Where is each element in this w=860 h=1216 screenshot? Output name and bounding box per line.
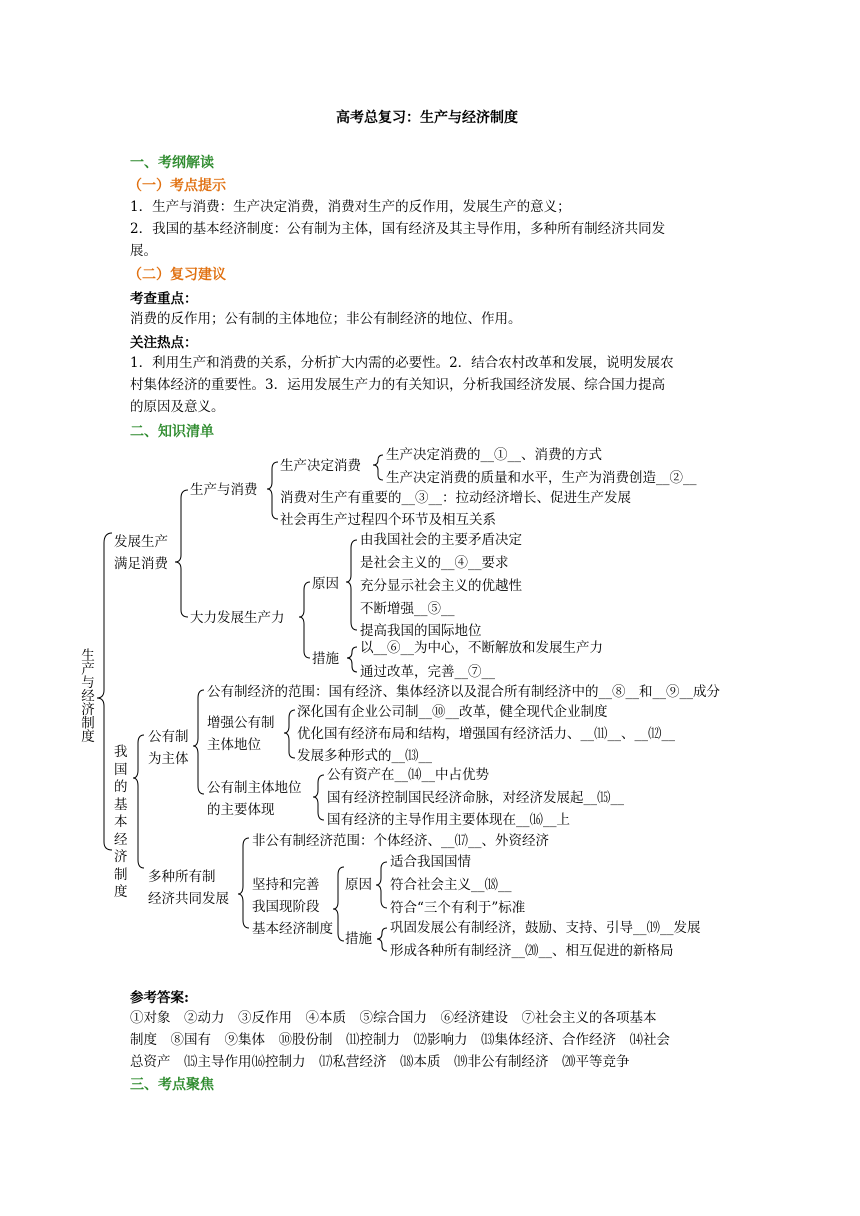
subheading-key-points: （一）考点提示 — [128, 178, 226, 194]
tree-leaf: 通过改革，完善__⑦__ — [360, 664, 495, 680]
tree-node-uphold: 坚持和完善 — [252, 877, 320, 893]
answers-line: 总资产 ⒂主导作用⒃控制力 ⒄私营经济 ⒅本质 ⒆非公有制经济 ⒇平等竞争 — [130, 1054, 630, 1070]
tree-node-multiple-ownership: 多种所有制 — [148, 869, 216, 885]
tree-leaf: 公有制经济的范围：国有经济、集体经济以及混合所有制经济中的__⑧__和__⑨__成分 — [207, 684, 720, 700]
answers-line: ①对象 ②动力 ③反作用 ④本质 ⑤综合国力 ⑥经济建设 ⑦社会主义的各项基本 — [130, 1010, 657, 1026]
tree-leaf: 符合“三个有利于”标准 — [390, 900, 526, 916]
tree-node-reason: 原因 — [345, 877, 372, 893]
tree-node-strengthen-public: 主体地位 — [207, 737, 261, 753]
tree-leaf: 非公有制经济范围：个体经济、__⒄__、外资经济 — [252, 833, 549, 849]
paragraph: 消费的反作用；公有制的主体地位；非公有制经济的地位、作用。 — [130, 311, 522, 327]
paragraph: 2．我国的基本经济制度：公有制为主体，国有经济及其主导作用，多种所有制经济共同发 — [130, 221, 666, 237]
tree-node-main-manifestation: 公有制主体地位 — [207, 780, 302, 796]
tree-node-public-ownership: 为主体 — [148, 751, 189, 767]
hot-label: 关注热点： — [130, 335, 198, 351]
paragraph: 的原因及意义。 — [130, 399, 225, 415]
tree-leaf: 形成各种所有制经济__⒇__、相互促进的新格局 — [390, 943, 674, 959]
tree-root: 生产与经济制度 — [78, 648, 94, 743]
tree-node-production-decides: 生产决定消费 — [280, 458, 361, 474]
paragraph: 1．生产与消费：生产决定消费，消费对生产的反作用，发展生产的意义； — [130, 199, 571, 215]
tree-node-strengthen-public: 增强公有制 — [207, 715, 275, 731]
tree-leaf: 国有经济的主导作用主要体现在__⒃__上 — [327, 812, 570, 828]
tree-node-production-consumption: 生产与消费 — [190, 482, 258, 498]
answers-label: 参考答案: — [130, 990, 189, 1006]
tree-leaf: 符合社会主义__⒅__ — [390, 877, 512, 893]
tree-leaf: 提高我国的国际地位 — [360, 623, 482, 639]
tree-leaf: 以__⑥__为中心，不断解放和发展生产力 — [360, 640, 603, 656]
tree-leaf: 是社会主义的__④__要求 — [360, 555, 509, 571]
paragraph: 村集体经济的重要性。3．运用发展生产力的有关知识，分析我国经济发展、综合国力提高 — [130, 377, 666, 393]
page-title: 高考总复习：生产与经济制度 — [336, 110, 518, 126]
tree-leaf: 适合我国国情 — [390, 854, 471, 870]
tree-leaf: 生产决定消费的__①__、消费的方式 — [386, 447, 602, 463]
tree-node-measure: 措施 — [345, 931, 372, 947]
tree-node-develop-production: 发展生产满足消费 — [114, 534, 168, 572]
tree-leaf: 优化国有经济布局和结构，增强国有经济活力、__⑾__、__⑿__ — [297, 726, 675, 742]
section-heading-3: 三、考点聚焦 — [130, 1077, 214, 1093]
tree-leaf: 由我国社会的主要矛盾决定 — [360, 532, 522, 548]
tree-leaf: 充分显示社会主义的优越性 — [360, 578, 522, 594]
tree-node-main-manifestation: 的主要体现 — [207, 802, 275, 818]
answers-line: 制度 ⑧国有 ⑨集体 ⑩股份制 ⑾控制力 ⑿影响力 ⒀集体经济、合作经济 ⒁社会 — [130, 1032, 670, 1048]
tree-node-uphold: 基本经济制度 — [252, 921, 333, 937]
tree-node-uphold: 我国现阶段 — [252, 899, 320, 915]
tree-leaf: 公有资产在__⒁__中占优势 — [327, 767, 489, 783]
tree-node-basic-economic-system: 我国的基本经济制度 — [114, 744, 128, 900]
paragraph: 1．利用生产和消费的关系，分析扩大内需的必要性。2．结合农村改革和发展，说明发展农 — [130, 355, 674, 371]
tree-leaf: 社会再生产过程四个环节及相互关系 — [280, 512, 496, 528]
tree-node-develop-productivity: 大力发展生产力 — [190, 610, 285, 626]
focus-label: 考查重点： — [130, 291, 198, 307]
tree-node-measure: 措施 — [312, 651, 339, 667]
tree-leaf: 巩固发展公有制经济，鼓励、支持、引导__⒆__发展 — [390, 920, 701, 936]
tree-leaf: 国有经济控制国民经济命脉，对经济发展起__⒂__ — [327, 790, 624, 806]
subheading-review-advice: （二）复习建议 — [128, 267, 226, 283]
tree-leaf: 生产决定消费的质量和水平，生产为消费创造__②__ — [386, 470, 697, 486]
section-heading-2: 二、知识清单 — [130, 424, 214, 440]
tree-leaf: 消费对生产有重要的__③__：拉动经济增长、促进生产发展 — [280, 490, 631, 506]
tree-leaf: 深化国有企业公司制__⑩__改革，健全现代企业制度 — [297, 704, 608, 720]
tree-node-public-ownership: 公有制 — [148, 729, 189, 745]
section-heading-1: 一、考纲解读 — [130, 155, 214, 171]
tree-node-reason: 原因 — [312, 576, 339, 592]
paragraph: 展。 — [130, 243, 157, 259]
tree-node-multiple-ownership: 经济共同发展 — [148, 891, 229, 907]
tree-leaf: 不断增强__⑤__ — [360, 601, 455, 617]
tree-leaf: 发展多种形式的__⒀__ — [297, 748, 432, 764]
